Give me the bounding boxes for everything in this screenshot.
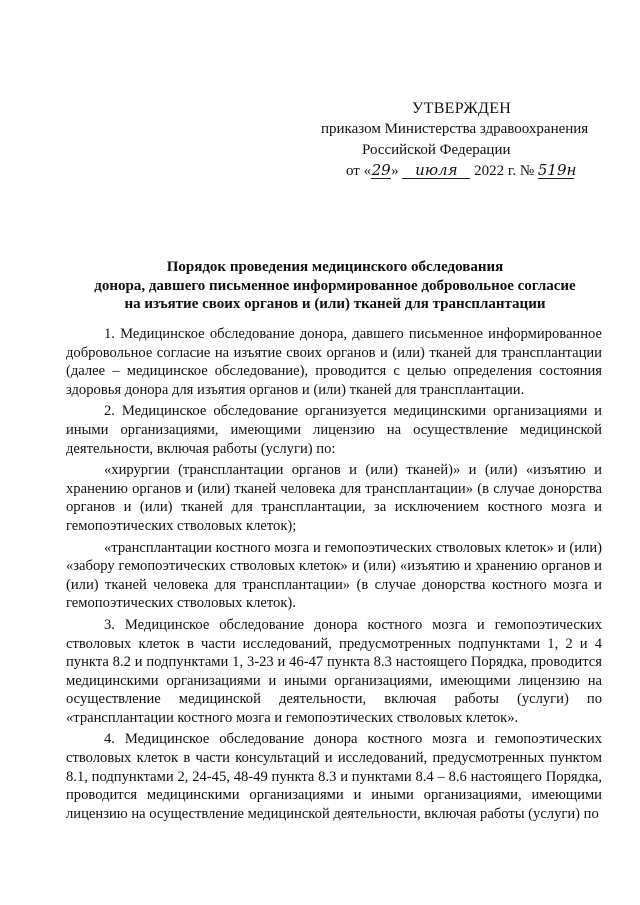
- year-text: 2022 г. №: [470, 163, 538, 179]
- title-line-3: на изъятие своих органов и (или) тканей для трансплантации: [124, 296, 546, 312]
- handwritten-day: 29: [371, 161, 391, 179]
- document-title: [60, 258, 610, 314]
- approval-heading: УТВЕРЖДЕН: [412, 100, 512, 117]
- title-line-2: донора, давшего письменное информированное добровольное согласие: [94, 277, 576, 294]
- paragraph-1: 1. Медицинское обследование донора, давшего письменное информированное добровольное согласие на изъятие своих органов и (или) тканей для трансплантации (далее – медицинское обследование), проводится с целью определения состояния здоровья донора для изъятия органов и (или) тканей для трансплантации.: [66, 326, 602, 398]
- handwritten-order-number: 519н: [537, 161, 577, 179]
- paragraph-2-item-1: «хирургии (трансплантации органов и (или) тканей)» и (или) «изъятию и хранению органов и (или) тканей человека для трансплантации» (в случае донорства органов и (или) тканей для трансплантации, за исключением костного мозга и гемопоэтических стволовых клеток);: [66, 462, 602, 534]
- document-body: [66, 325, 602, 826]
- approval-stamp-block: [300, 98, 600, 182]
- handwritten-month: июля: [402, 162, 470, 179]
- paragraph-4: 4. Медицинское обследование донора костного мозга и гемопоэтических стволовых клеток в части консультаций и исследований, предусмотренных пунктом 8.1, подпунктами 2, 24-45, 48-49 пункта 8.3 и пунктами 8.4 – 8.6 настоящего Порядка, проводится медицинскими организациями и иными организациями, имеющими лицензию на осуществление медицинской деятельности, включая работы (услуги) по: [66, 731, 602, 822]
- paragraph-2: 2. Медицинское обследование организуется медицинскими организациями и иными организациями, имеющими лицензию на осуществление медицинской деятельности, включая работы (услуги) по:: [66, 403, 602, 457]
- approval-date-line: [300, 161, 600, 182]
- title-line-1: Порядок проведения медицинского обследования: [166, 259, 504, 275]
- date-prefix: от «: [346, 163, 372, 179]
- paragraph-2-item-2: «трансплантации костного мозга и гемопоэтических стволовых клеток» и (или) «забору гемопоэтических стволовых клеток» и (или) «изъятию и хранению органов и (или) тканей человека для трансплантации» (в случае донорства костного мозга и гемопоэтических стволовых клеток).: [66, 539, 602, 612]
- approval-ministry-line: приказом Министерства здравоохранения: [321, 121, 589, 137]
- paragraph-3: 3. Медицинское обследование донора костного мозга и гемопоэтических стволовых клеток в части исследований, предусмотренных подпунктами 1, 2 и 4 пункта 8.2 и подпунктами 1, 3-23 и 46-47 пункта 8.3 настоящего Порядка, проводится медицинскими организациями и иными организациями, имеющими лицензию на осуществление медицинской деятельности, включая работы (услуги) по «трансплантации костного мозга и гемопоэтических стволовых клеток».: [66, 616, 602, 726]
- approval-federation-line: Российской Федерации: [362, 142, 511, 158]
- date-mid: »: [391, 163, 403, 179]
